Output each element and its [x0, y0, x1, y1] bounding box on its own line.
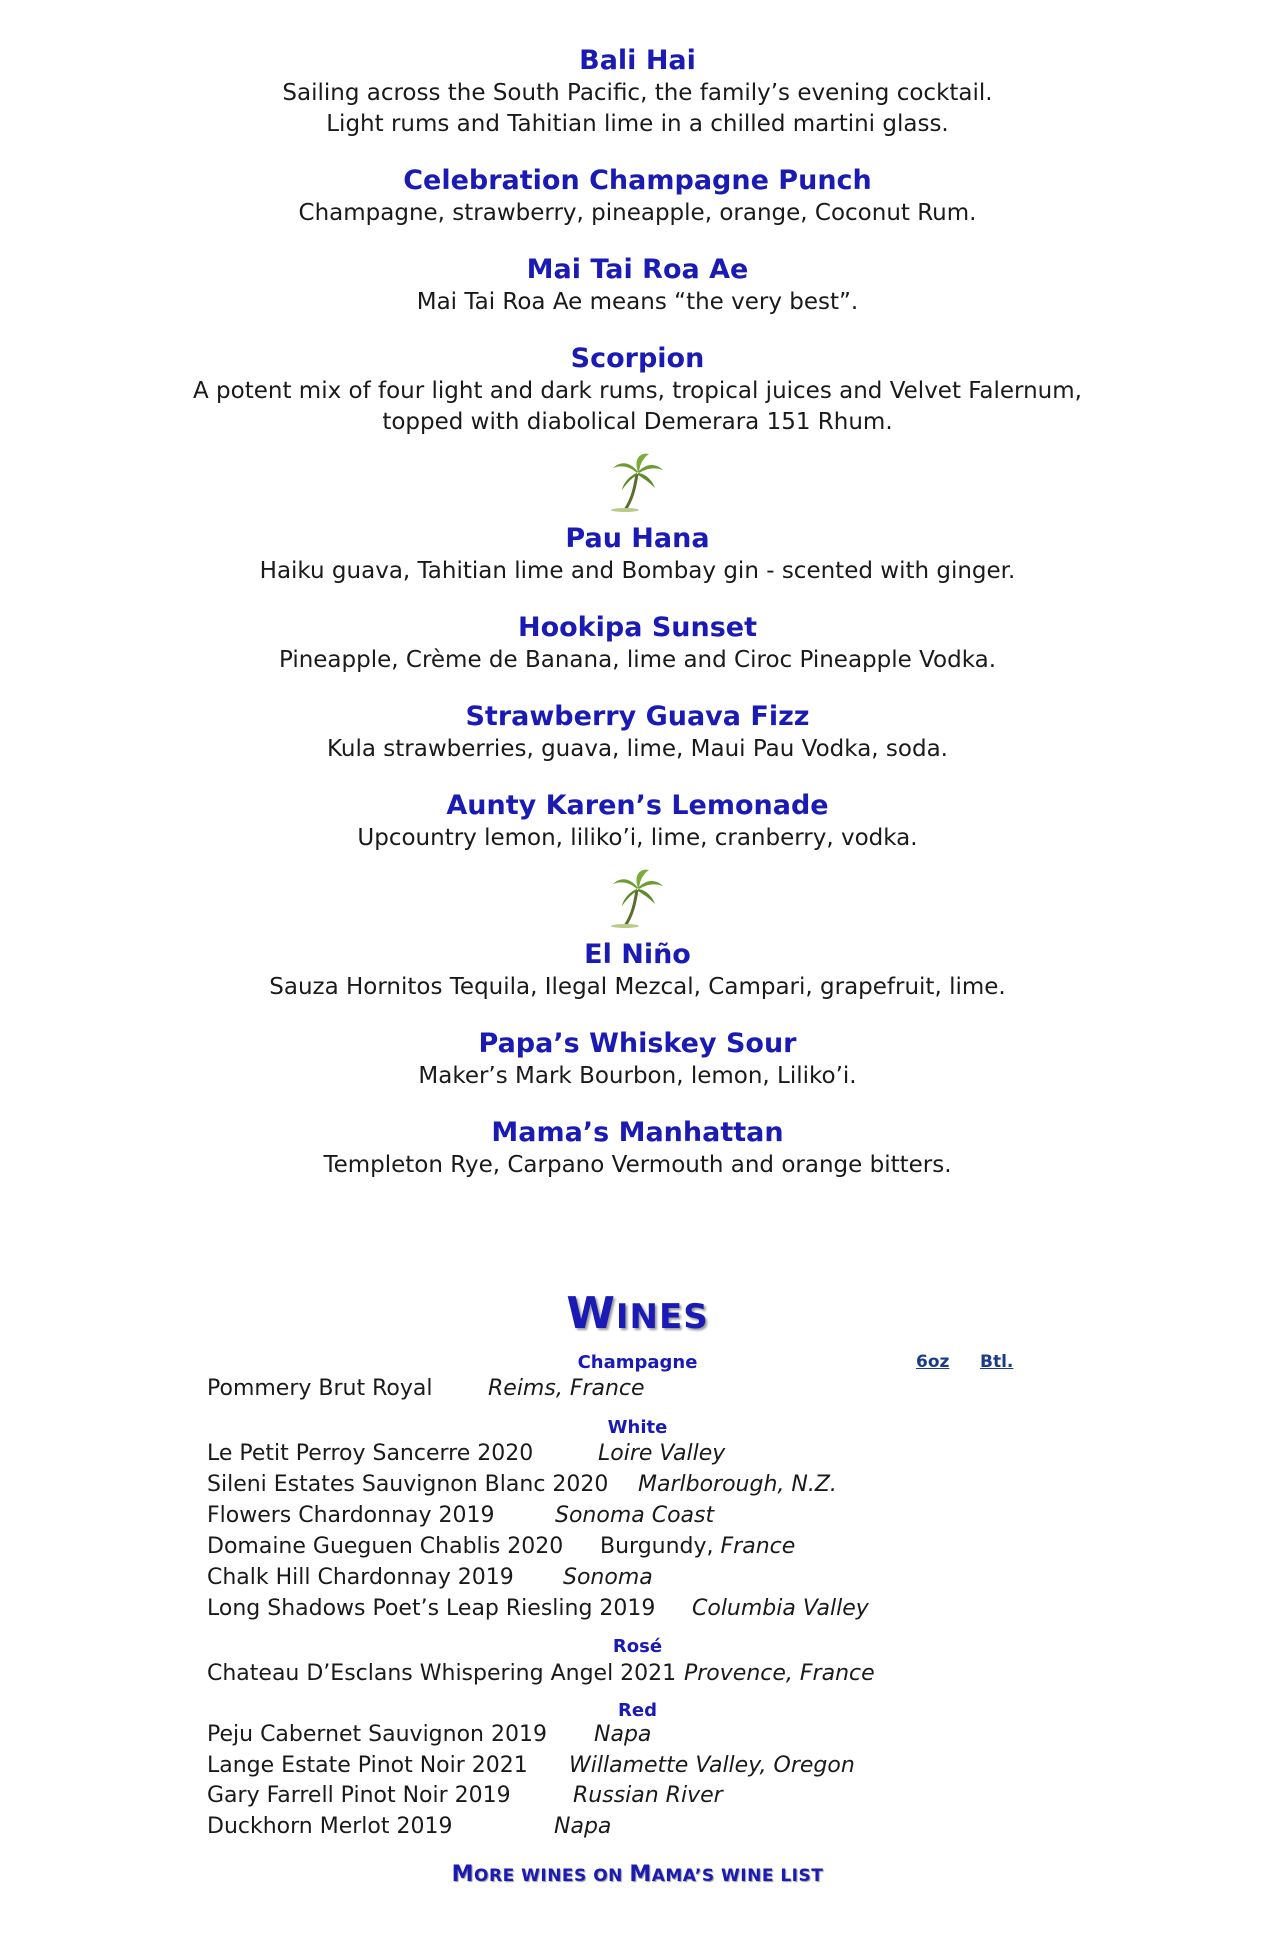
wine-row: [207, 1375, 645, 1403]
palm-tree-icon: [611, 868, 665, 928]
wine-region: Napa: [554, 1814, 612, 1839]
wine-name: Chalk Hill Chardonnay 2019: [207, 1565, 514, 1590]
cocktail-item: [0, 164, 1275, 229]
wine-row: [207, 1752, 855, 1780]
cocktail-description: Templeton Rye, Carpano Vermouth and orange bitters.: [323, 1152, 952, 1178]
wine-name: Peju Cabernet Sauvignon 2019: [207, 1722, 547, 1747]
cocktail-description: Haiku guava, Tahitian lime and Bombay gin - scented with ginger.: [259, 558, 1016, 584]
cocktail-description: Upcountry lemon, liliko’i, lime, cranberry, vodka.: [357, 825, 918, 851]
wine-region: Russian River: [573, 1783, 723, 1808]
category-champagne: Champagne: [577, 1352, 698, 1373]
wine-name: Domaine Gueguen Chablis 2020: [207, 1534, 564, 1559]
cocktail-description: Pineapple, Crème de Banana, lime and Ciroc Pineapple Vodka.: [278, 647, 997, 673]
wine-name: Sileni Estates Sauvignon Blanc 2020: [207, 1472, 609, 1497]
wine-region: Burgundy, France: [600, 1534, 796, 1559]
wine-region: Columbia Valley: [692, 1596, 869, 1621]
wine-region: Napa: [594, 1722, 652, 1747]
cocktail-item: [0, 938, 1275, 1003]
cocktail-item: [0, 44, 1275, 140]
wine-region: Provence, France: [684, 1661, 875, 1686]
wine-region: Reims, France: [488, 1376, 645, 1401]
cocktail-description: Kula strawberries, guava, lime, Maui Pau Vodka, soda.: [327, 736, 948, 762]
category-white: White: [607, 1417, 668, 1438]
cocktail-name: Papa’s Whiskey Sour: [478, 1028, 797, 1059]
cocktail-item: [0, 1116, 1275, 1181]
cocktail-description: Light rums and Tahitian lime in a chilled martini glass.: [326, 111, 949, 137]
cocktail-item: [0, 253, 1275, 318]
wine-row: [207, 1440, 726, 1468]
cocktail-item: [0, 522, 1275, 587]
cocktail-name: Aunty Karen’s Lemonade: [446, 790, 829, 821]
category-rose: Rosé: [612, 1636, 663, 1657]
wine-name: Chateau D’Esclans Whispering Angel 2021: [207, 1661, 677, 1686]
wine-region: Sonoma Coast: [555, 1503, 715, 1528]
cocktail-name: Strawberry Guava Fizz: [465, 701, 810, 732]
cocktail-name: Hookipa Sunset: [517, 612, 758, 643]
wine-region: Marlborough, N.Z.: [638, 1472, 837, 1497]
column-bottle: Btl.: [980, 1352, 1014, 1372]
cocktail-name: El Niño: [584, 939, 691, 970]
cocktail-item: [0, 1027, 1275, 1092]
cocktail-item: [0, 611, 1275, 676]
cocktail-item: [0, 700, 1275, 765]
wine-name: Gary Farrell Pinot Noir 2019: [207, 1783, 511, 1808]
wine-row: [207, 1782, 723, 1810]
wine-region: Sonoma: [563, 1565, 653, 1590]
wine-row: [207, 1595, 869, 1623]
wine-row: [207, 1660, 875, 1688]
wine-name: Duckhorn Merlot 2019: [207, 1814, 453, 1839]
wine-region: Loire Valley: [598, 1441, 726, 1466]
cocktail-name: Mai Tai Roa Ae: [526, 254, 749, 285]
wine-name: Long Shadows Poet’s Leap Riesling 2019: [207, 1596, 656, 1621]
cocktail-name: Mama’s Manhattan: [491, 1117, 784, 1148]
wine-row: [207, 1471, 837, 1499]
cocktail-name: Bali Hai: [579, 45, 696, 76]
wine-row: [207, 1813, 612, 1841]
cocktail-list: [0, 44, 1275, 1195]
cocktail-description: Mai Tai Roa Ae means “the very best”.: [416, 289, 859, 315]
cocktail-item: [0, 789, 1275, 854]
cocktail-description: topped with diabolical Demerara 151 Rhum.: [382, 409, 893, 435]
wine-row: [207, 1564, 653, 1592]
cocktail-description: Champagne, strawberry, pineapple, orange, Coconut Rum.: [298, 200, 977, 226]
wine-name: Lange Estate Pinot Noir 2021: [207, 1753, 528, 1778]
wine-row: [207, 1533, 796, 1561]
cocktail-name: Scorpion: [570, 343, 705, 374]
cocktail-description: Sauza Hornitos Tequila, Ilegal Mezcal, Campari, grapefruit, lime.: [269, 974, 1006, 1000]
wine-row: [207, 1721, 652, 1749]
cocktail-item: [0, 342, 1275, 438]
wine-name: Pommery Brut Royal: [207, 1376, 433, 1401]
palm-tree-icon: [611, 452, 665, 512]
cocktail-description: A potent mix of four light and dark rums, tropical juices and Velvet Falernum,: [193, 378, 1082, 404]
cocktail-name: Celebration Champagne Punch: [403, 165, 872, 196]
wine-region: Willamette Valley, Oregon: [569, 1753, 855, 1778]
wine-name: Le Petit Perroy Sancerre 2020: [207, 1441, 534, 1466]
wine-name: Flowers Chardonnay 2019: [207, 1503, 495, 1528]
more-wines-note: MORE WINES ON MAMA’S WINE LIST: [451, 1862, 824, 1887]
cocktail-description: Sailing across the South Pacific, the family’s evening cocktail.: [282, 80, 993, 106]
wine-row: [207, 1502, 715, 1530]
column-6oz: 6oz: [916, 1352, 950, 1372]
category-red: Red: [618, 1700, 657, 1721]
wines-heading: WINES: [566, 1288, 709, 1339]
cocktail-description: Maker’s Mark Bourbon, lemon, Liliko’i.: [418, 1063, 857, 1089]
cocktail-name: Pau Hana: [565, 523, 710, 554]
